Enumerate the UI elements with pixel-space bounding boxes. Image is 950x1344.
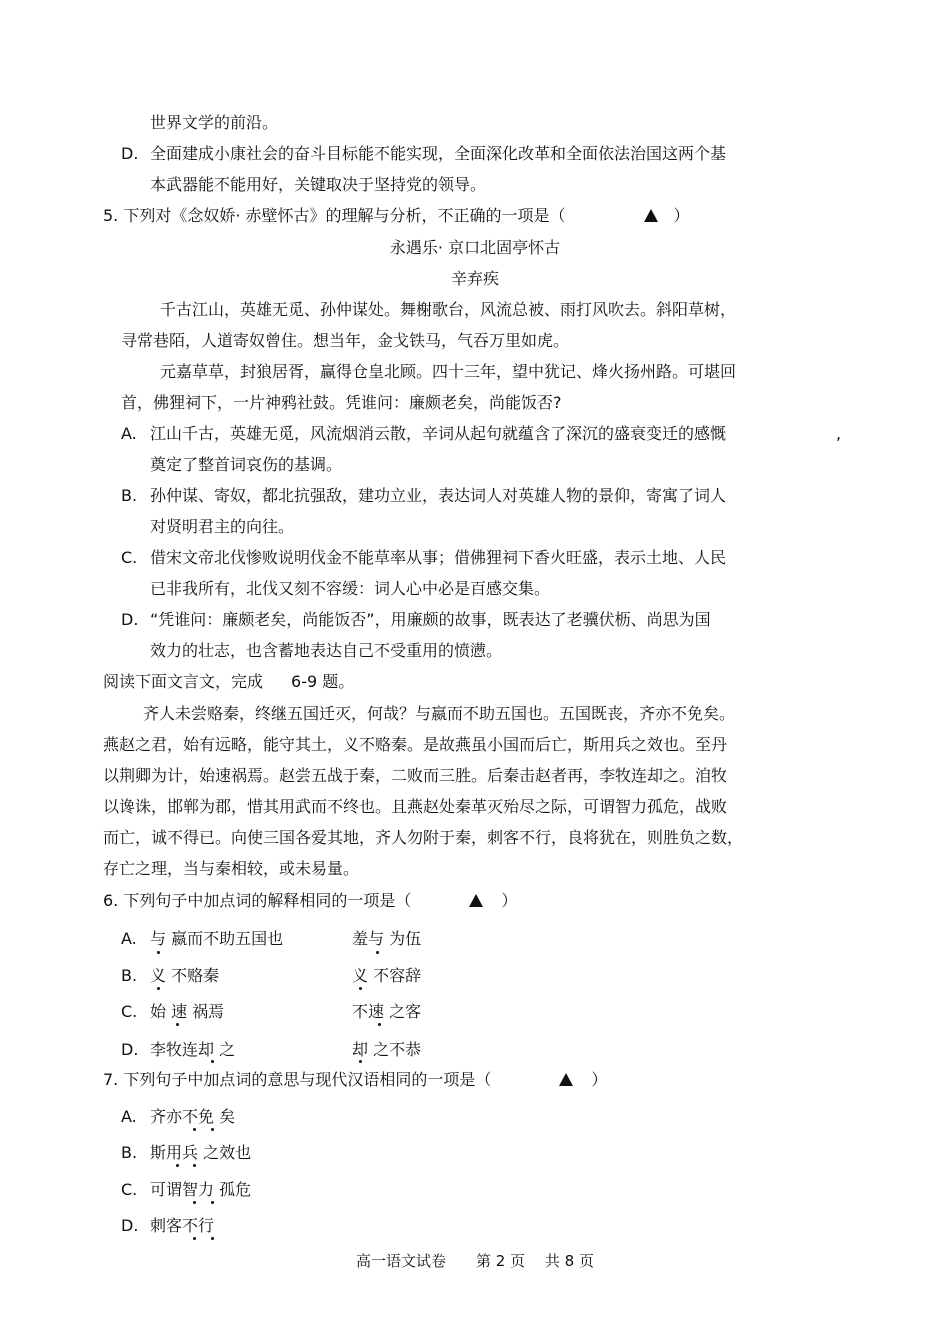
q5-option-c-line1: 借宋文帝北伐惨败说明伐金不能草率从事；借佛狸祠下香火旺盛，表示土地、人民 [150,548,727,567]
emphasis-dot [359,1060,362,1063]
emphasis-dot [211,1128,214,1131]
q6-option-a-left: 与 嬴而不助五国也 [150,929,284,948]
q7-stem-text: 7. 下列句子中加点词的意思与现代汉语相同的一项是（ [103,1070,492,1089]
passage-line: 存亡之理，当与秦相较，或未易量。 [103,859,360,878]
q6-stem-close: ） [501,891,518,910]
q5-stem-close: ） [673,206,690,225]
q7-option-c-text: 可谓智力 孤危 [150,1180,252,1199]
q5-option-b-label: B. [121,486,138,505]
passage-line: 以荆卿为计，始速祸焉。赵尝五战于秦，二败而三胜。后秦击赵者再，李牧连却之。洎牧 [103,766,728,785]
q6-stem-text: 6. 下列句子中加点词的解释相同的一项是（ [103,891,412,910]
q5-option-c-line2: 已非我所有，北伐又刻不容缓：词人心中必是百感交集。 [150,579,551,598]
q6-option-d-right: 却 之不恭 [352,1040,422,1059]
page-footer: 高一语文试卷 第 2 页 共 8 页 [356,1252,594,1270]
q7-option-b-text: 斯用兵 之效也 [150,1143,252,1162]
emphasis-dot [378,1023,381,1026]
emphasis-dot [157,987,160,990]
poem-title: 永遇乐· 京口北固亭怀古 [389,238,561,257]
q4-option-c-continuation: 世界文学的前沿。 [150,113,279,132]
stray-comma: , [836,424,842,443]
q7-option-a-text: 齐亦不免 矣 [150,1107,236,1126]
emphasis-dot [359,987,362,990]
q5-stem-text: 5. 下列对《念奴娇· 赤壁怀古》的理解与分析，不正确的一项是（ [103,206,566,225]
answer-triangle-icon [559,1073,573,1086]
q6-option-b-right: 义 不容辞 [352,966,422,985]
q7-stem [103,1070,607,1090]
poem-author: 辛弃疾 [450,269,499,288]
q7-option-d-text: 刺客不行 [150,1216,215,1235]
q6-option-c-right: 不速 之客 [352,1002,422,1021]
q7-stem-close: ） [591,1070,608,1089]
q6-option-d-label: D. [121,1040,139,1059]
emphasis-dot [176,1164,179,1167]
q5-option-b-line1: 孙仲谋、寄奴，都北抗强敌，建功立业，表达词人对英雄人物的景仰，寄寓了词人 [150,486,727,505]
q5-option-b-line2: 对贤明君主的向往。 [150,517,295,536]
q4-option-d-line1: 全面建成小康社会的奋斗目标能不能实现，全面深化改革和全面依法治国这两个基 [150,144,727,163]
q7-option-a-label: A. [121,1107,137,1126]
q5-option-d-line2: 效力的壮志，也含蓄地表达自己不受重用的愤懑。 [150,641,503,660]
q7-option-b-label: B. [121,1143,138,1162]
q5-stem [103,206,690,226]
emphasis-dot [193,1128,196,1131]
poem-line: 首，佛狸祠下，一片神鸦社鼓。凭谁问：廉颇老矣，尚能饭否? [121,393,562,412]
poem-line: 寻常巷陌，人道寄奴曾住。想当年，金戈铁马，气吞万里如虎。 [121,331,570,350]
q4-option-d-label: D. [121,144,139,163]
q5-option-c-label: C. [121,548,138,567]
emphasis-dot [176,1023,179,1026]
q6-option-a-label: A. [121,929,137,948]
emphasis-dot [193,1237,196,1240]
answer-triangle-icon [644,209,658,222]
passage-intro [103,672,354,692]
emphasis-dot [193,1201,196,1204]
emphasis-dot [211,1237,214,1240]
q5-option-d-label: D. [121,610,139,629]
q6-option-c-left: 始 速 祸焉 [150,1002,225,1021]
passage-intro-range: 6-9 题。 [291,672,355,691]
q6-stem [103,891,517,911]
poem-line: 元嘉草草，封狼居胥，赢得仓皇北顾。四十三年，望中犹记、烽火扬州路。可堪回 [160,362,737,381]
emphasis-dot [211,1060,214,1063]
q5-option-a-label: A. [121,424,137,443]
q4-option-d-line2: 本武器能不能用好，关键取决于坚持党的领导。 [150,175,487,194]
q7-option-d-label: D. [121,1216,139,1235]
q5-option-d-line1: “凭谁问：廉颇老矣，尚能饭否”，用廉颇的故事，既表达了老骥伏枥、尚思为国 [150,610,711,629]
answer-triangle-icon [469,894,483,907]
q6-option-b-left: 义 不赂秦 [150,966,220,985]
emphasis-dot [211,1201,214,1204]
passage-line: 齐人未尝赂秦，终继五国迁灭，何哉？与嬴而不助五国也。五国既丧，齐亦不免矣。 [143,704,736,723]
q7-option-c-label: C. [121,1180,138,1199]
passage-intro-text: 阅读下面文言文，完成 [103,672,264,691]
poem-line: 千古江山，英雄无觅、孙仲谋处。舞榭歌台，风流总被、雨打风吹去。斜阳草树， [160,300,737,319]
q6-option-b-label: B. [121,966,138,985]
q6-option-a-right: 羞与 为伍 [352,929,422,948]
emphasis-dot [193,1164,196,1167]
q6-option-c-label: C. [121,1002,138,1021]
emphasis-dot [157,951,160,954]
passage-line: 而亡，诚不得已。向使三国各爱其地，齐人勿附于秦，刺客不行，良将犹在，则胜负之数， [103,828,744,847]
passage-line: 以谗诛，邯郸为郡，惜其用武而不终也。且燕赵处秦革灭殆尽之际，可谓智力孤危，战败 [103,797,728,816]
passage-line: 燕赵之君，始有远略，能守其土，义不赂秦。是故燕虽小国而后亡，斯用兵之效也。至丹 [103,735,728,754]
emphasis-dot [376,951,379,954]
q5-option-a-line2: 奠定了整首词哀伤的基调。 [150,455,343,474]
q6-option-d-left: 李牧连却 之 [150,1040,236,1059]
q5-option-a-line1: 江山千古，英雄无觅，风流烟消云散，辛词从起句就蕴含了深沉的盛衰变迁的感慨 [150,424,727,443]
